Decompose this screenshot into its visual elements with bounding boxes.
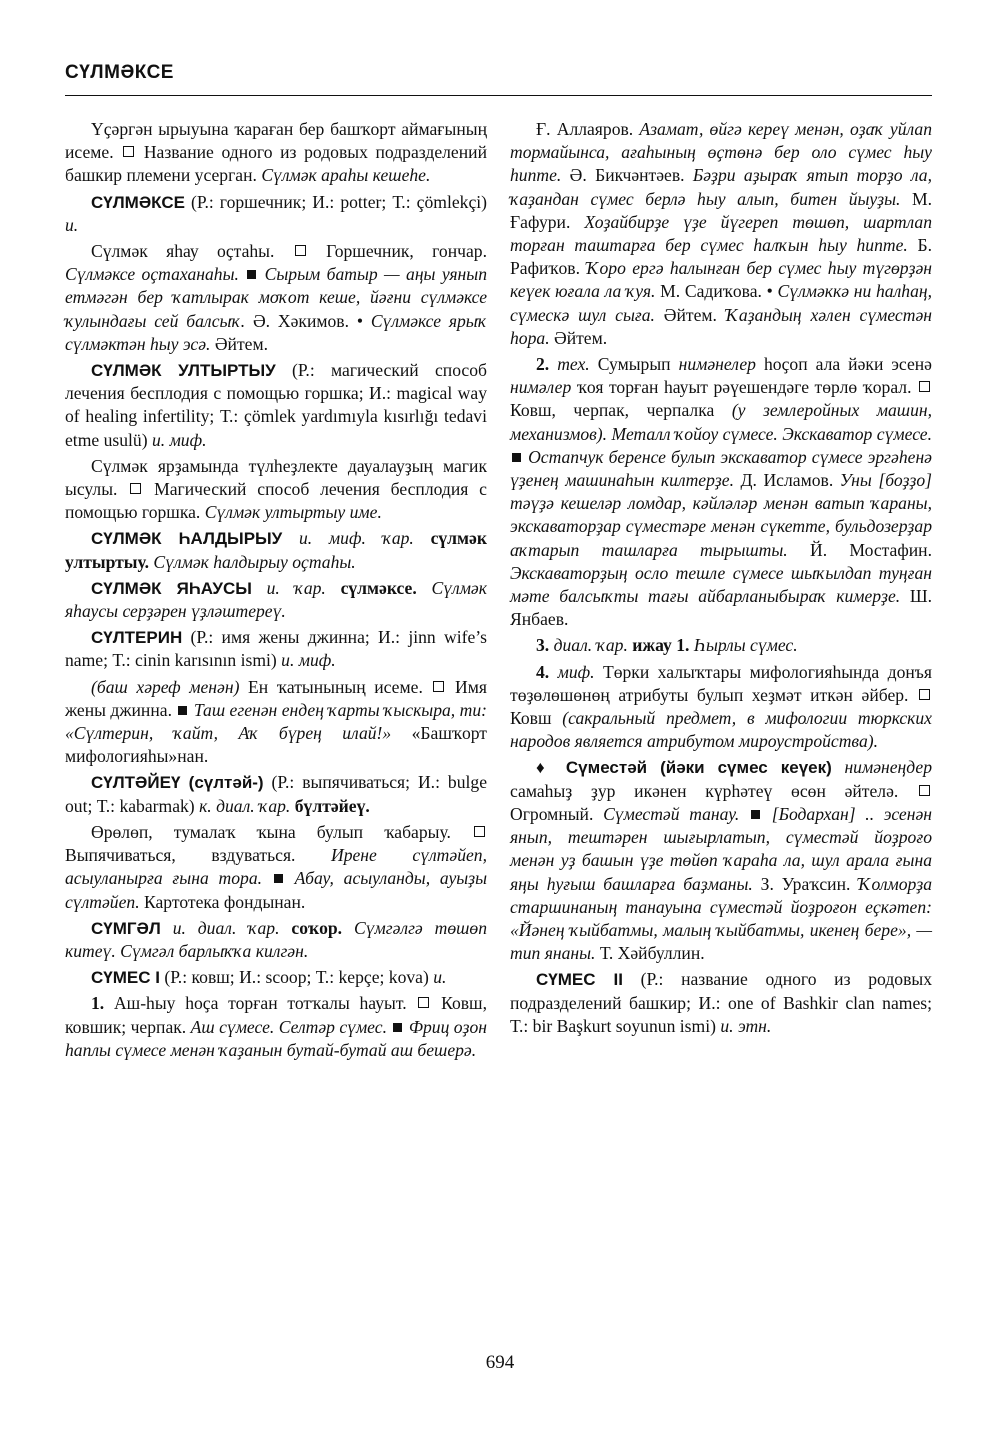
headword: СҮЛМӘК УЛТЫРТЫУ [91, 361, 276, 381]
right-column [510, 118, 932, 1041]
bold-run: бүлтәйеү. [294, 795, 370, 816]
entry-paragraph [65, 821, 487, 914]
italic-run: Аш сүмесе. Селтәр сүмес. [190, 1016, 387, 1037]
text-run: Ковш, ковшик; черпак. [65, 993, 487, 1037]
italic-run: Хоҙайбирҙе үҙе йүгереп төшөп, шартлап торған таштарға бер сүмес һалҡын һыу һипте. [510, 211, 933, 256]
bold-run: 3. [536, 635, 550, 656]
italic-run: миф. [557, 661, 595, 682]
italic-run: Һырлы сүмес. [693, 635, 798, 656]
italic-run: Бәҙри аҙыраҡ ятып торҙо ла, ҡаҙандан сүмес берлә һыу алып, битен йыуҙы. [510, 165, 932, 209]
italic-run: Ҡаҙандың хәлен сүместән һора. [510, 304, 932, 348]
italic-run: и. этн. [720, 1015, 772, 1036]
italic-run: и. [433, 967, 447, 988]
bold-run: 4. [536, 661, 550, 682]
example-marker-icon [274, 874, 283, 883]
example-marker-icon [393, 1023, 402, 1032]
translation-marker-icon [130, 483, 141, 494]
text-run: Т. Хәйбуллин. [595, 943, 705, 964]
italic-run: и. миф. ҡар. [299, 528, 414, 549]
text-run [161, 918, 173, 938]
left-column [65, 118, 487, 1065]
italic-run: Фриц оҙон һаплы сүмесе менән ҡаҙанын бутай-бутай аш бешерә. [65, 1016, 487, 1060]
page-number: 694 [485, 1352, 515, 1373]
headword: СҮМЕС I [91, 968, 160, 988]
text-run: «Башҡорт мифологияһы»нан. [65, 723, 487, 767]
text-run: Горшечник, гончар. [307, 241, 487, 262]
italic-run: диал. ҡар. [553, 635, 628, 656]
text-run [417, 578, 432, 598]
italic-run: Ҡолморҙа старшинаның танауына сүместәй йоҙроғон еҫкәтеп: «Йәнең ҡыйбатмы, малың ҡыйбатмы, икенең бере», — тип янаны. [510, 873, 932, 964]
text-run: (Р.: ковш; И.: scoop; Т.: kepçe; kova) [159, 967, 434, 988]
text-run: Төрки халыҡтары мифологияһында донъя төҙөлөшөнөң атрибуты булып хеҙмәт иткән әйбер. [510, 661, 933, 705]
text-run [252, 578, 267, 598]
italic-run: (сакральный предмет, в мифологии тюркских народов является атрибутом мироустройства). [510, 708, 932, 752]
text-run: Й. Мостафин. [787, 539, 932, 560]
text-run: Ковш [510, 708, 563, 729]
text-run: Имя жены джинна. [65, 676, 487, 720]
translation-marker-icon [474, 826, 485, 837]
italic-run: Сүлмәксе ярыҡ сүлмәктән һыу эсә. [65, 310, 487, 354]
text-run: Выпячиваться, вздуваться. [65, 845, 331, 866]
italic-run: Ҡоро ергә һалынған бер сүмес һыу түгөрҙән кеүек юғала ла ҡуя. [510, 258, 932, 302]
text-run [282, 528, 299, 548]
text-run [326, 578, 341, 598]
text-run: Ковш, черпак, черпалка [510, 400, 732, 421]
text-run [239, 264, 245, 284]
text-run: Сумырып [589, 354, 679, 375]
entry-paragraph [510, 634, 932, 657]
text-run: Ә. Бикчәнтәев. [561, 165, 693, 186]
text-run: З. Ураҡсин. [752, 873, 859, 894]
italic-run: Уны [боҙҙо] тәүҙә кешеләр ломдар, кәйләләр менән ватып ҡараны, экскаваторҙар сүместәре менән сүкетте, бульдозерҙар аҡтарып ташларға тырышты. [510, 470, 932, 560]
italic-run: (у землеройных машин, механизмов). [510, 400, 933, 444]
text-run: Картотека фондынан. [139, 891, 306, 912]
italic-run: Азамат, өйгә кереү менән, оҙаҡ уйлап тормайынса, ағаһының өҫтөнә бер оло сүмес һыу һипте. [510, 119, 932, 186]
text-run: Ә. Хәкимов. • [245, 310, 371, 331]
bold-run: сүлмәксе. [340, 577, 417, 598]
entry-paragraph [65, 917, 487, 963]
italic-run: Сырым батыр — аңы уянып етмәгән бер ҡатлырак моҡот кеше, йәғни сүлмәксе ҡулындағы сей балсыҡ. [65, 264, 487, 331]
translation-marker-icon [919, 381, 930, 392]
text-run: Аш-һыу һоҫа торған тотҡалы һауыт. [104, 993, 417, 1014]
italic-run: и. ҡар. [266, 577, 326, 598]
text-run [262, 868, 272, 888]
translation-marker-icon [433, 681, 444, 692]
text-run [762, 804, 772, 824]
text-run: (Р.: название одного из родовых подразделений башкир; И.: one of Bashkir clan names; Т.: bir Başkurt soyunun ismi) [510, 969, 932, 1036]
headword: СҮМГӘЛ [91, 918, 161, 938]
bold-run: 2. [536, 354, 550, 375]
text-run [342, 918, 354, 938]
entry-paragraph [65, 771, 487, 817]
entry-paragraph [510, 661, 932, 754]
text-run [549, 662, 557, 682]
text-run: Әйтем. [549, 327, 608, 348]
bold-run: 1. [91, 993, 105, 1014]
italic-run: и. диал. ҡар. [172, 917, 280, 938]
text-run: Д. Исламов. [733, 470, 840, 491]
italic-run: Экскаваторҙың осло тешле сүмесе шыҡылдап туңған мәте балсыҡты тағы айбарланыбыраҡ кимерҙе. [510, 562, 932, 607]
entry-paragraph [65, 527, 487, 573]
text-run: (Р.: магический способ лечения бесплодия с помощью горшка; И.: magical way of healing infertility; Т.: çömlek yardımıyla kısırlığı tedavi etme usulü) [65, 360, 487, 450]
italic-run: (баш хәреф менән) [91, 676, 240, 697]
italic-run: Остапчук беренсе булып экскаватор сүмесе эргәһенә үҙенең машинаһын килтерҙе. [510, 446, 932, 491]
text-run: Әйтем. [654, 304, 726, 325]
entry-paragraph [65, 191, 487, 237]
text-run: (Р.: имя жены джинна; И.: jinn wife’s name; Т.: cinin karısının ismi) [65, 627, 487, 671]
italic-run: Сүмгәлгә төшөп китеү. Сүмгәл барлыҡҡа килгән. [65, 917, 488, 961]
translation-marker-icon [919, 785, 930, 796]
bold-run: сүлмәк ултыртыу. [65, 528, 487, 572]
italic-run: тех. [557, 354, 590, 375]
entry-paragraph [510, 968, 932, 1038]
headword: СҮЛМӘКСЕ [91, 192, 185, 212]
headword: СҮЛТЕРИН [91, 628, 183, 648]
italic-run: Сүлмәксе оҫтаханаһы. [65, 264, 239, 285]
entry-paragraph [65, 240, 487, 356]
entry-paragraph [65, 577, 487, 623]
entry-paragraph [65, 676, 487, 769]
italic-run: и. миф. [281, 650, 336, 671]
italic-run: и. [65, 214, 79, 235]
example-marker-icon [751, 810, 760, 819]
bold-run: соҡор. [291, 917, 343, 938]
text-run [832, 757, 845, 777]
text-run [280, 918, 292, 938]
italic-run: Сүлмәккә ни һалһаң, сүмескә шул сыға. [510, 281, 932, 325]
text-run: (Р.: горшечник; И.: potter; Т.: çömlekçi) [184, 191, 487, 212]
italic-run: Сүлмәк һалдырыу оҫтаһы. [153, 551, 356, 572]
text-run: Ен ҡатынының исеме. [239, 676, 432, 697]
entry-paragraph [65, 626, 487, 672]
translation-marker-icon [418, 997, 429, 1008]
entry-paragraph [65, 992, 487, 1062]
text-run [285, 868, 295, 888]
italic-run: [Бодархан] .. эсенән янып, тештәрен шығырлатып, сүместәй йоҙроғо менән уҙ башын үҙе төйөп ҡараһа ла, шул арала ғына яңы һуғыш башларға баҙманы. [510, 803, 932, 894]
text-run: Өрөлөп, тумалаҡ ҡына булып ҡабарыу. [91, 821, 472, 842]
italic-run: Ирене сүлтәйеп, асыуланырға ғына тора. [65, 845, 487, 889]
italic-run: Сүлмәк яһаусы серҙәрен үҙләштереү. [65, 577, 487, 622]
italic-run: Сүместәй танау. [603, 803, 740, 824]
translation-marker-icon [919, 689, 930, 700]
text-run: Үҫәргән ырыуына ҡараған бер башҡорт аймағының исеме. [65, 119, 487, 163]
italic-run: Абау, асыуланды, ауыҙы сүлтәйеп. [65, 868, 487, 912]
bold-run: ижау 1. [632, 635, 690, 656]
example-marker-icon [247, 270, 256, 279]
entry-paragraph [510, 118, 932, 350]
text-run [387, 1017, 391, 1037]
text-run: М. Ғафури. [510, 188, 932, 232]
italic-run: Сүлмәк ултыртыу име. [204, 502, 382, 523]
italic-run: Сүлмәк араһы кешеһе. [261, 165, 431, 186]
italic-run: нимәлер [510, 377, 572, 398]
text-run: Магический способ лечения бесплодия с помощью горшка. [65, 479, 487, 523]
italic-run: нимәнеңдер [844, 757, 932, 778]
italic-run: и. миф. [151, 429, 207, 450]
text-run: Сүлмәк яһау оҫтаһы. [91, 241, 293, 262]
text-run [414, 528, 431, 548]
text-run: Б. Рафиҡов. [510, 235, 932, 279]
headword: СҮЛМӘК ЯҺАУСЫ [91, 578, 252, 598]
header-rule [65, 95, 932, 96]
italic-run: нимәнелер [678, 354, 756, 375]
text-run: самаһыҙ ҙур икәнен күрһәтеү өсөн әйтелә. [510, 780, 917, 801]
text-run: Название одного из родовых подразделений башкир племени усерган. [65, 142, 487, 186]
running-head: СҮЛМӘКСЕ [65, 62, 174, 83]
entry-paragraph [65, 966, 487, 989]
translation-marker-icon [123, 146, 134, 157]
entry-paragraph [65, 455, 487, 525]
text-run: Әйтем. [210, 333, 268, 354]
example-marker-icon [178, 706, 187, 715]
entry-paragraph [510, 756, 932, 965]
text-run [739, 804, 749, 824]
text-run: һоҫоп ала йәки эсенә [755, 354, 932, 375]
translation-marker-icon [295, 245, 306, 256]
entry-paragraph [510, 353, 932, 631]
text-run: Огромный. [510, 803, 604, 824]
headword: СҮМЕС II [536, 970, 623, 990]
italic-run: Таш егенән ендең ҡарты ҡыскыра, ти: «Сүлтерин, ҡайт, Аҡ бүрең илай!» [65, 699, 488, 744]
text-run: ҡоя торған һауыт рәүешендәге төрлө ҡорал. [571, 377, 917, 398]
headword: ♦ Сүместәй (йәки сүмес кеүек) [536, 758, 832, 778]
text-run: (Р.: выпячиваться; И.: bulge out; Т.: kabarmak) [65, 772, 488, 816]
italic-run: Металл ҡойоу сүмесе. Экскаватор сүмесе. [611, 423, 932, 444]
headword: СҮЛМӘК ҺАЛДЫРЫУ [91, 529, 283, 549]
headword: СҮЛТӘЙЕҮ (сүлтәй-) [91, 773, 264, 793]
text-run: Ш. Янбаев. [510, 586, 932, 630]
example-marker-icon [512, 453, 521, 462]
text-run: Сүлмәк ярҙамында түлһеҙлекте дауалауҙың магик ысулы. [65, 455, 487, 500]
entry-paragraph [65, 359, 487, 452]
text-run: Ғ. Аллаяров. [536, 119, 640, 139]
entry-paragraph [65, 118, 487, 188]
text-run: М. Садиҡова. • [655, 281, 778, 302]
italic-run: к. диал. ҡар. [199, 795, 291, 816]
